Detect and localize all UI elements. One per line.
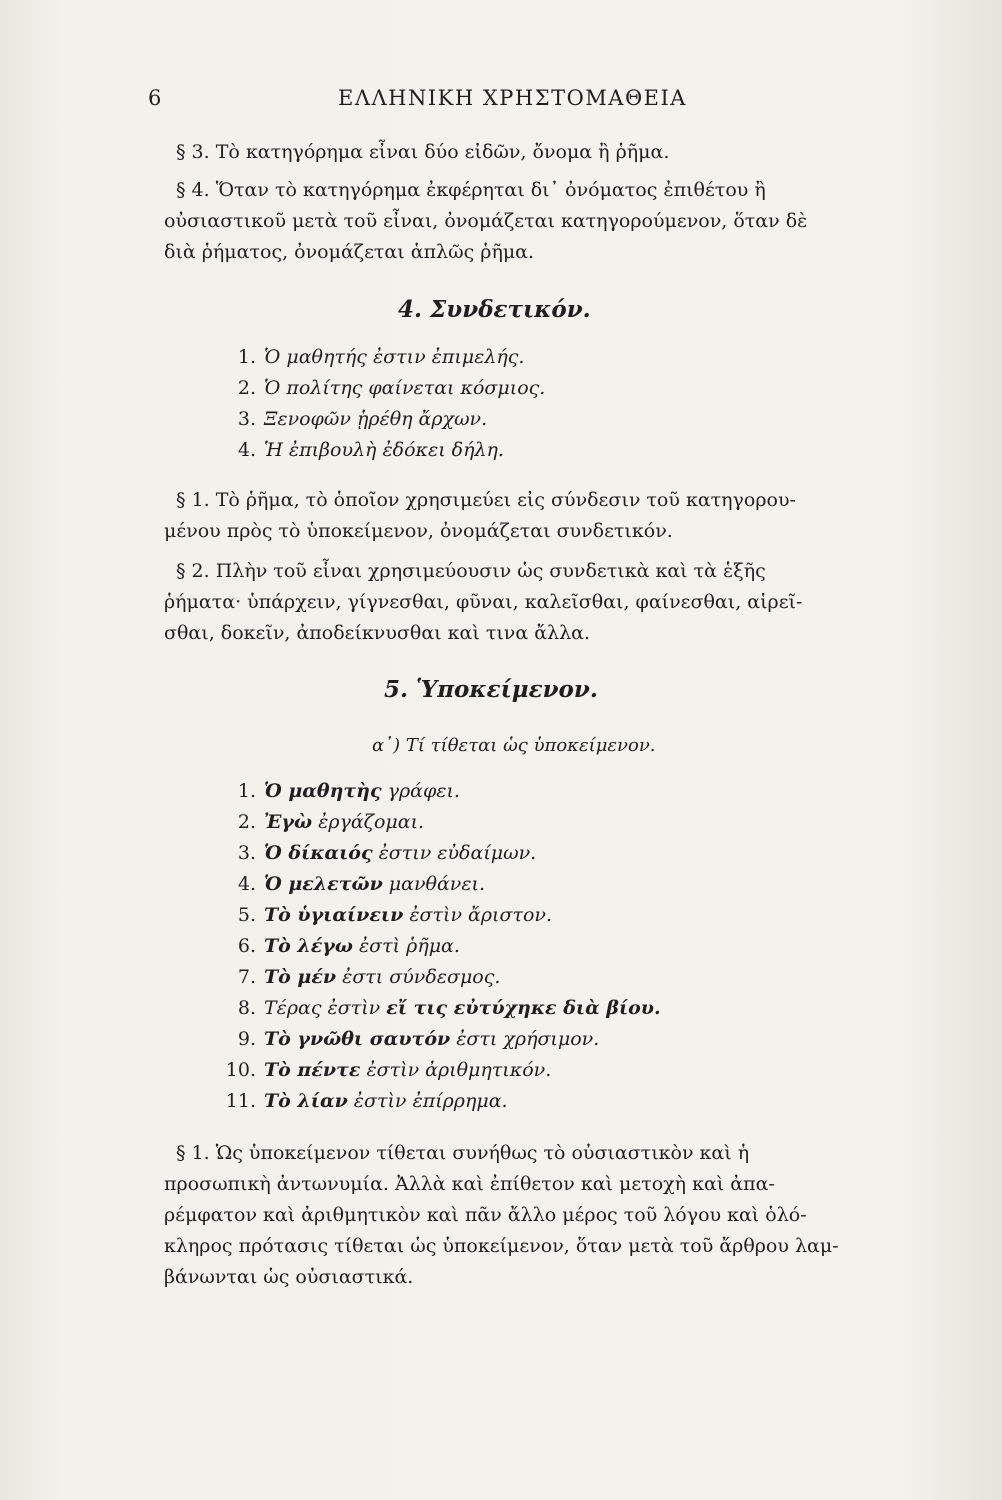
list-item: 5. Τὸ ὑγιαίνειν ἐστὶν ἄριστον. bbox=[237, 904, 552, 926]
examples-list-4 bbox=[222, 342, 545, 466]
list-item: 11. Τὸ λίαν ἐστὶν ἐπίρρημα. bbox=[225, 1090, 508, 1112]
list-item: 9. Τὸ γνῶθι σαυτόν ἐστι χρήσιμον. bbox=[237, 1028, 600, 1050]
examples-list-5 bbox=[222, 776, 661, 1117]
list-item: 3. Ξενοφῶν ᾑρέθη ἄρχων. bbox=[237, 408, 488, 430]
list-item: 4. Ὁ μελετῶν μανθάνει. bbox=[237, 873, 486, 895]
paragraph-line: οὐσιαστικοῦ μετὰ τοῦ εἶναι, ὀνομάζεται κατηγορούμενον, ὅταν δὲ bbox=[164, 210, 808, 232]
list-item: 4. Ἡ ἐπιβουλὴ ἐδόκει δήλη. bbox=[237, 439, 504, 461]
paragraph-line: ῥήματα· ὑπάρχειν, γίγνεσθαι, φῦναι, καλεῖσθαι, φαίνεσθαι, αἱρεῖ- bbox=[164, 591, 803, 613]
paragraph-line: Τὸ ῥῆμα, τὸ ὁποῖον χρησιμεύει εἰς σύνδεσιν τοῦ κατηγορου- bbox=[215, 489, 796, 511]
section-heading-4: 4. Συνδετικόν. bbox=[398, 296, 591, 323]
list-item: 1. Ὁ μαθητής ἐστιν ἐπιμελής. bbox=[237, 346, 525, 368]
paragraph-line: διὰ ῥήματος, ὀνομάζεται ἁπλῶς ῥῆμα. bbox=[164, 241, 535, 263]
list-item: 3. Ὁ δίκαιός ἐστιν εὐδαίμων. bbox=[237, 842, 537, 864]
paragraph-rule5-1 bbox=[164, 1138, 904, 1293]
page-number: 6 bbox=[148, 86, 162, 110]
paragraph-line: Πλὴν τοῦ εἶναι χρησιμεύουσιν ὡς συνδετικὰ καὶ τὰ ἑξῆς bbox=[215, 560, 766, 582]
subheading-5a: α᾽) Τί τίθεται ὡς ὑποκείμενον. bbox=[372, 735, 656, 756]
section-mark: § 4. bbox=[176, 179, 210, 201]
list-item: 6. Τὸ λέγω ἐστὶ ῥῆμα. bbox=[237, 935, 460, 957]
list-item: 10. Τὸ πέντε ἐστὶν ἀριθμητικόν. bbox=[225, 1059, 552, 1081]
paragraph-rule4-1 bbox=[164, 485, 904, 547]
list-item: 2. Ἐγὼ ἐργάζομαι. bbox=[237, 811, 425, 833]
section-heading-5: 5. Ὑποκείμενον. bbox=[384, 676, 598, 703]
paragraph-line: βάνωνται ὡς οὐσιαστικά. bbox=[164, 1266, 414, 1288]
list-item: 2. Ὁ πολίτης φαίνεται κόσμιος. bbox=[237, 377, 546, 399]
paragraph-rule4-2 bbox=[164, 556, 904, 649]
paragraph-sec3 bbox=[164, 137, 904, 168]
paragraph-line: σθαι, δοκεῖν, ἀποδείκνυσθαι καὶ τινα ἄλλα. bbox=[164, 622, 590, 644]
list-item: 1. Ὁ μαθητὴς γράφει. bbox=[237, 780, 460, 802]
section-mark: § 3. bbox=[176, 141, 210, 163]
paragraph-line: προσωπικὴ ἀντωνυμία. Ἀλλὰ καὶ ἐπίθετον καὶ μετοχὴ καὶ ἀπα- bbox=[164, 1173, 775, 1195]
paragraph-text: Τὸ κατηγόρημα εἶναι δύο εἰδῶν, ὄνομα ἢ ῥῆμα. bbox=[215, 141, 670, 163]
paragraph-sec4 bbox=[164, 175, 904, 268]
list-item: 7. Τὸ μέν ἐστι σύνδεσμος. bbox=[237, 966, 501, 988]
paragraph-line: Ὡς ὑποκείμενον τίθεται συνήθως τὸ οὐσιαστικὸν καὶ ἡ bbox=[215, 1142, 750, 1164]
list-item: 8. Τέρας ἐστὶν εἴ τις εὐτύχηκε διὰ βίου. bbox=[237, 997, 661, 1019]
paragraph-line: ρέμφατον καὶ ἀριθμητικὸν καὶ πᾶν ἄλλο μέρος τοῦ λόγου καὶ ὁλό- bbox=[164, 1204, 807, 1226]
section-mark: § 2. bbox=[176, 560, 210, 582]
paragraph-line: μένου πρὸς τὸ ὑποκείμενον, ὀνομάζεται συνδετικόν. bbox=[164, 520, 673, 542]
paragraph-line: Ὅταν τὸ κατηγόρημα ἐκφέρηται δι᾽ ὀνόματος ἐπιθέτου ἢ bbox=[215, 179, 766, 201]
section-mark: § 1. bbox=[176, 1142, 210, 1164]
section-mark: § 1. bbox=[176, 489, 210, 511]
paragraph-line: κληρος πρότασις τίθεται ὡς ὑποκείμενον, ὅταν μετὰ τοῦ ἄρθρου λαμ- bbox=[164, 1235, 839, 1257]
running-title: ΕΛΛΗΝΙΚΗ ΧΡΗΣΤΟΜΑΘΕΙΑ bbox=[338, 86, 687, 110]
